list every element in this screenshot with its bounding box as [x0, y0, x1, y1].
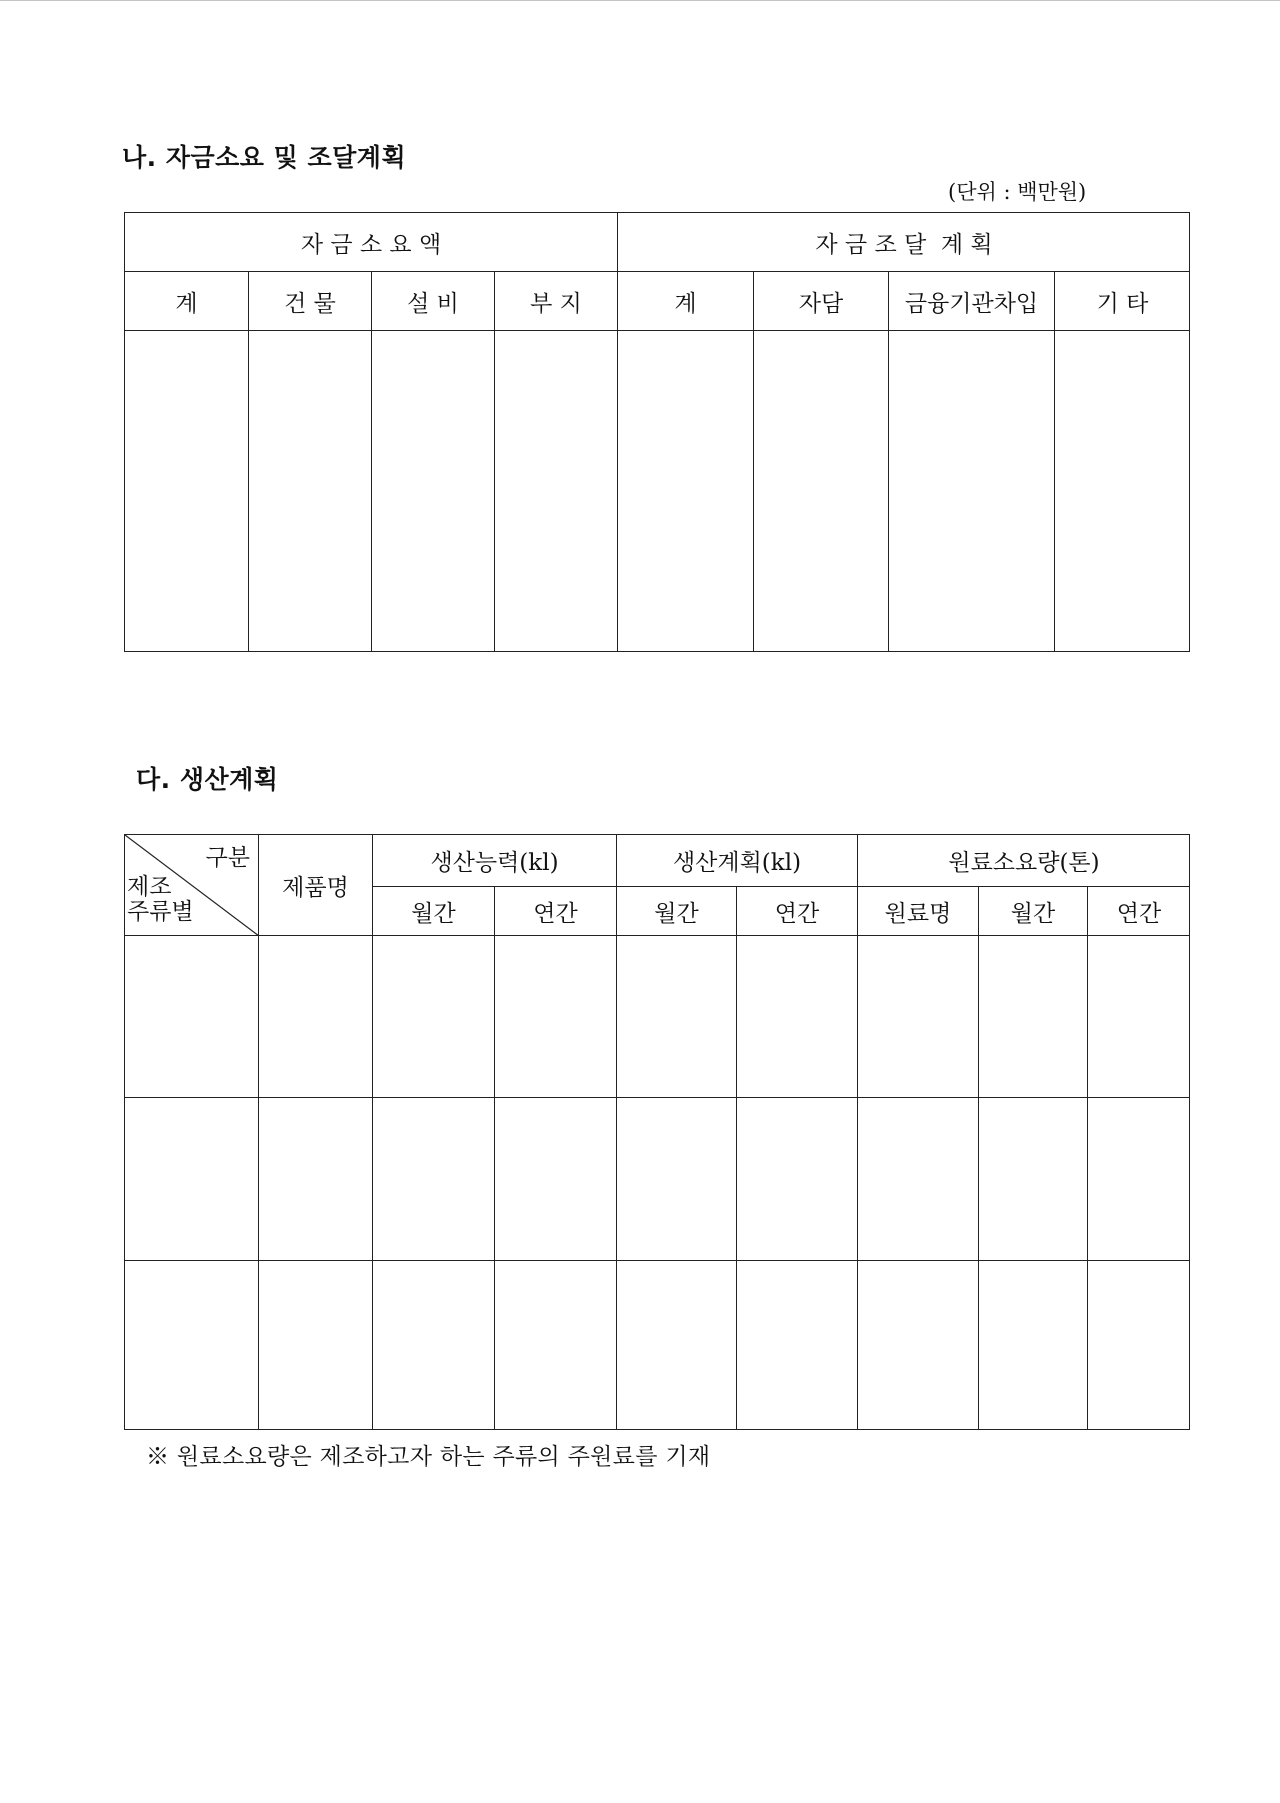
table-cell[interactable]: [616, 1097, 736, 1260]
table-cell[interactable]: [616, 935, 736, 1097]
column-header: 금융기관차입: [888, 271, 1054, 330]
product-name-header: 제품명: [258, 834, 372, 935]
column-header: 부 지: [494, 271, 617, 330]
table-cell[interactable]: [124, 1260, 258, 1430]
table-cell[interactable]: [1087, 1097, 1190, 1260]
table-cell[interactable]: [124, 1097, 258, 1260]
group-header-raw-material: 원료소요량(톤): [857, 834, 1190, 886]
table-cell[interactable]: [888, 330, 1054, 652]
group-header-funding-required: 자 금 소 요 액: [124, 212, 617, 271]
column-header: 건 물: [248, 271, 371, 330]
section-na-title: 나. 자금소요 및 조달계획: [122, 143, 407, 172]
sub-header: 연간: [1087, 886, 1190, 935]
table-cell[interactable]: [857, 1260, 978, 1430]
table-cell[interactable]: [736, 1097, 857, 1260]
table-cell[interactable]: [857, 935, 978, 1097]
table-cell[interactable]: [857, 1097, 978, 1260]
table-cell[interactable]: [736, 935, 857, 1097]
sub-header: 월간: [372, 886, 494, 935]
sub-header: 연간: [494, 886, 616, 935]
unit-label: (단위 : 백만원): [948, 180, 1087, 204]
corner-label-liquor-type: [127, 875, 194, 925]
table-cell[interactable]: [1054, 330, 1190, 652]
group-header-plan: 생산계획(kl): [616, 834, 857, 886]
table-cell[interactable]: [494, 1260, 616, 1430]
table-cell[interactable]: [1087, 935, 1190, 1097]
table-cell[interactable]: [124, 330, 248, 652]
table-cell[interactable]: [372, 1260, 494, 1430]
footnote: ※ 원료소요량은 제조하고자 하는 주류의 주원료를 기재: [146, 1444, 711, 1470]
table-cell[interactable]: [494, 1097, 616, 1260]
table-cell[interactable]: [258, 1260, 372, 1430]
section-da-title: 다. 생산계획: [136, 765, 279, 794]
sub-header: 월간: [616, 886, 736, 935]
table-cell[interactable]: [258, 935, 372, 1097]
column-header: 설 비: [371, 271, 494, 330]
table-cell[interactable]: [736, 1260, 857, 1430]
table-cell[interactable]: [1087, 1260, 1190, 1430]
table-cell[interactable]: [248, 330, 371, 652]
column-header: 자담: [753, 271, 888, 330]
corner-header-cell: [124, 834, 258, 935]
table-cell[interactable]: [372, 1097, 494, 1260]
column-header: 계: [124, 271, 248, 330]
table-cell[interactable]: [978, 1260, 1087, 1430]
table-cell[interactable]: [494, 935, 616, 1097]
table-cell[interactable]: [978, 935, 1087, 1097]
table-cell[interactable]: [371, 330, 494, 652]
column-header: 기 타: [1054, 271, 1190, 330]
table-cell[interactable]: [124, 935, 258, 1097]
sub-header: 연간: [736, 886, 857, 935]
group-header-capacity: 생산능력(kl): [372, 834, 616, 886]
column-header: 계: [617, 271, 753, 330]
table-cell[interactable]: [258, 1097, 372, 1260]
table-cell[interactable]: [494, 330, 617, 652]
table-cell[interactable]: [753, 330, 888, 652]
sub-header: 월간: [978, 886, 1087, 935]
table-cell[interactable]: [978, 1097, 1087, 1260]
group-header-funding-source: 자 금 조 달 계 획: [617, 212, 1190, 271]
table-cell[interactable]: [617, 330, 753, 652]
corner-label-category: 구분: [205, 845, 250, 871]
sub-header: 원료명: [857, 886, 978, 935]
corner-label-line2: 주류별: [127, 899, 194, 925]
page-top-rule: [0, 0, 1280, 1]
table-cell[interactable]: [372, 935, 494, 1097]
corner-label-line1: 제조: [127, 874, 172, 900]
table-cell[interactable]: [616, 1260, 736, 1430]
